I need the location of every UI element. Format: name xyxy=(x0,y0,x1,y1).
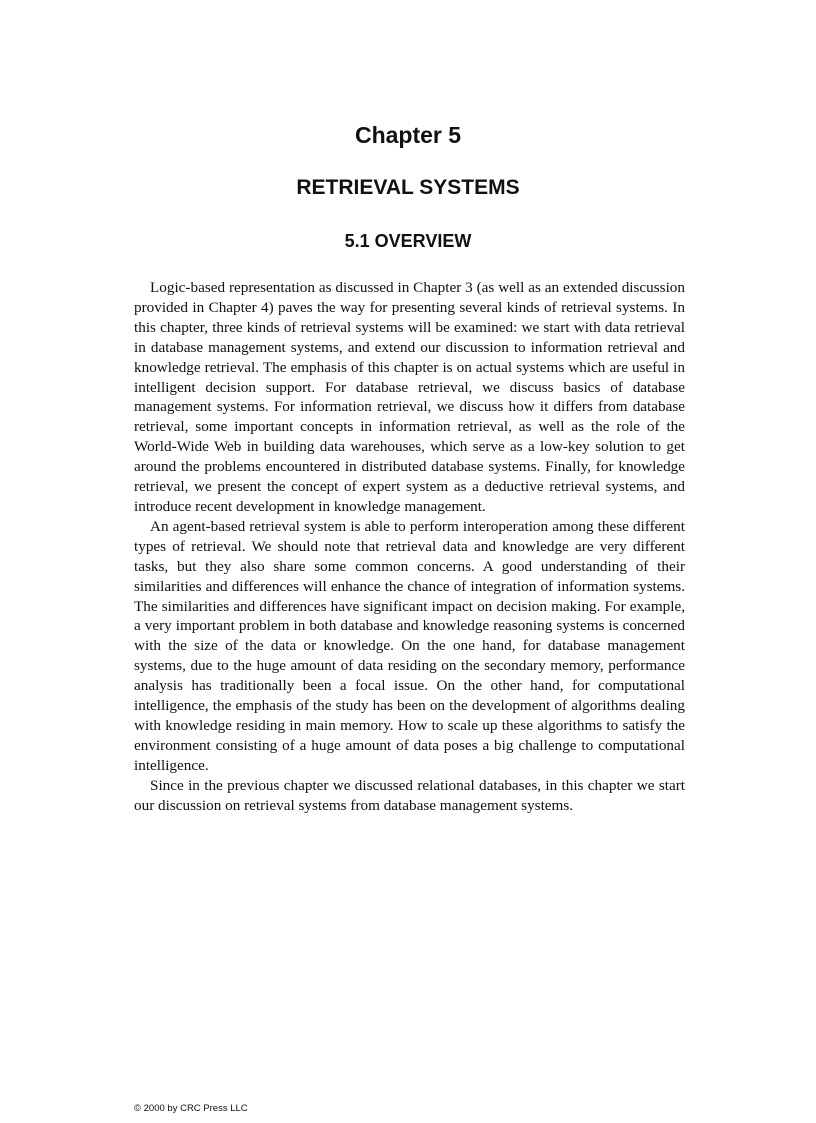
paragraph-3: Since in the previous chapter we discussed relational databases, in this chapter we start our discussion on retrieval systems from database management systems. xyxy=(134,776,685,814)
chapter-label: Chapter 5 xyxy=(354,122,462,148)
chapter-title: RETRIEVAL SYSTEMS xyxy=(296,176,520,199)
paragraph-2: An agent-based retrieval system is able to perform interoperation among these different types of retrieval. We should note that retrieval data and knowledge are very different tasks, but they also share some common concerns. A good understanding of their similarities and differences will enhance the chance of integration of information systems. The similarities and differences have significant impact on decision making. For example, a very important problem in both database and knowledge reasoning systems is concerned with the size of the data or knowledge. On the one hand, for database management systems, due to the huge amount of data residing on the secondary memory, performance analysis has traditionally been a focal issue. On the other hand, for computational intelligence, the emphasis of the study has been on the development of algorithms dealing with knowledge residing in main memory. How to scale up these algorithms to satisfy the environment consisting of a huge amount of data poses a big challenge to computational intelligence. xyxy=(134,517,685,774)
paragraph-1: Logic-based representation as discussed in Chapter 3 (as well as an extended discussion provided in Chapter 4) paves the way for presenting several kinds of retrieval systems. In this chapter, three kinds of retrieval systems will be examined: we start with data retrieval in database management systems, and extend our discussion to information retrieval and knowledge retrieval. The emphasis of this chapter is on actual systems which are useful in intelligent decision support. For database retrieval, we discuss basics of database management systems. For information retrieval, we discuss how it differs from database retrieval, some important concepts in information retrieval, as well as the role of the World-Wide Web in building data warehouses, which serve as a low-key solution to get around the problems encountered in distributed database systems. Finally, for knowledge retrieval, we present the concept of expert system as a deductive retrieval systems, and introduce recent development in knowledge management. xyxy=(134,279,685,515)
copyright-footer: © 2000 by CRC Press LLC xyxy=(134,1103,248,1114)
section-title: 5.1 OVERVIEW xyxy=(344,231,472,251)
body-text xyxy=(134,278,685,815)
